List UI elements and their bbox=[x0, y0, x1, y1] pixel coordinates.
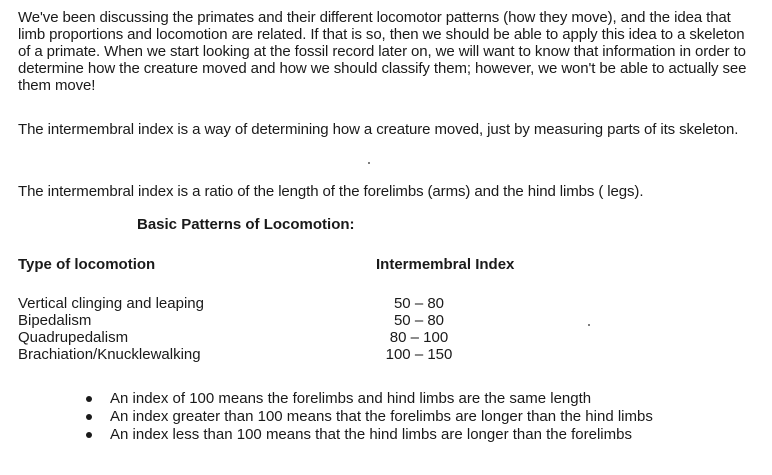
scan-speck bbox=[588, 324, 590, 326]
locomotion-type: Quadrupedalism bbox=[18, 329, 129, 346]
locomotion-type: Brachiation/Knucklewalking bbox=[18, 346, 201, 363]
definition-paragraph: The intermembral index is a way of determining how a creature moved, just by measuring parts of its skeleton. bbox=[18, 121, 739, 138]
locomotion-type: Vertical clinging and leaping bbox=[18, 295, 204, 312]
index-range: 50 – 80 bbox=[393, 295, 445, 312]
index-range: 80 – 100 bbox=[389, 329, 449, 346]
column-header-index: Intermembral Index bbox=[376, 256, 515, 273]
table-row bbox=[18, 346, 518, 363]
index-range: 50 – 80 bbox=[393, 312, 445, 329]
locomotion-table bbox=[18, 295, 518, 363]
bullet-icon bbox=[86, 432, 92, 438]
bullet-list bbox=[84, 390, 653, 444]
list-item bbox=[84, 390, 653, 408]
table-row bbox=[18, 295, 518, 312]
ratio-paragraph: The intermembral index is a ratio of the length of the forelimbs (arms) and the hind limbs ( legs). bbox=[18, 183, 644, 200]
table-row bbox=[18, 329, 518, 346]
bullet-text: An index greater than 100 means that the forelimbs are longer than the hind limbs bbox=[110, 408, 653, 425]
list-item bbox=[84, 408, 653, 426]
list-item bbox=[84, 426, 653, 444]
bullet-text: An index of 100 means the forelimbs and hind limbs are the same length bbox=[110, 390, 592, 407]
locomotion-type: Bipedalism bbox=[18, 312, 92, 329]
intro-paragraph: We've been discussing the primates and their different locomotor patterns (how they move), and the idea that limb proportions and locomotion are related. If that is so, then we should be able to apply this idea to a skeleton of a primate. When we start looking at the fossil record later on, we will want to know that information in order to determine how the creature moved and how we should classify them; however, we won't be able to actually see them move! bbox=[18, 9, 747, 94]
table-heading: Basic Patterns of Locomotion: bbox=[137, 216, 355, 233]
table-row bbox=[18, 312, 518, 329]
bullet-icon bbox=[86, 414, 92, 420]
scan-speck bbox=[368, 162, 370, 164]
index-range: 100 – 150 bbox=[385, 346, 453, 363]
column-header-type: Type of locomotion bbox=[18, 256, 156, 273]
bullet-text: An index less than 100 means that the hind limbs are longer than the forelimbs bbox=[110, 426, 632, 443]
bullet-icon bbox=[86, 396, 92, 402]
